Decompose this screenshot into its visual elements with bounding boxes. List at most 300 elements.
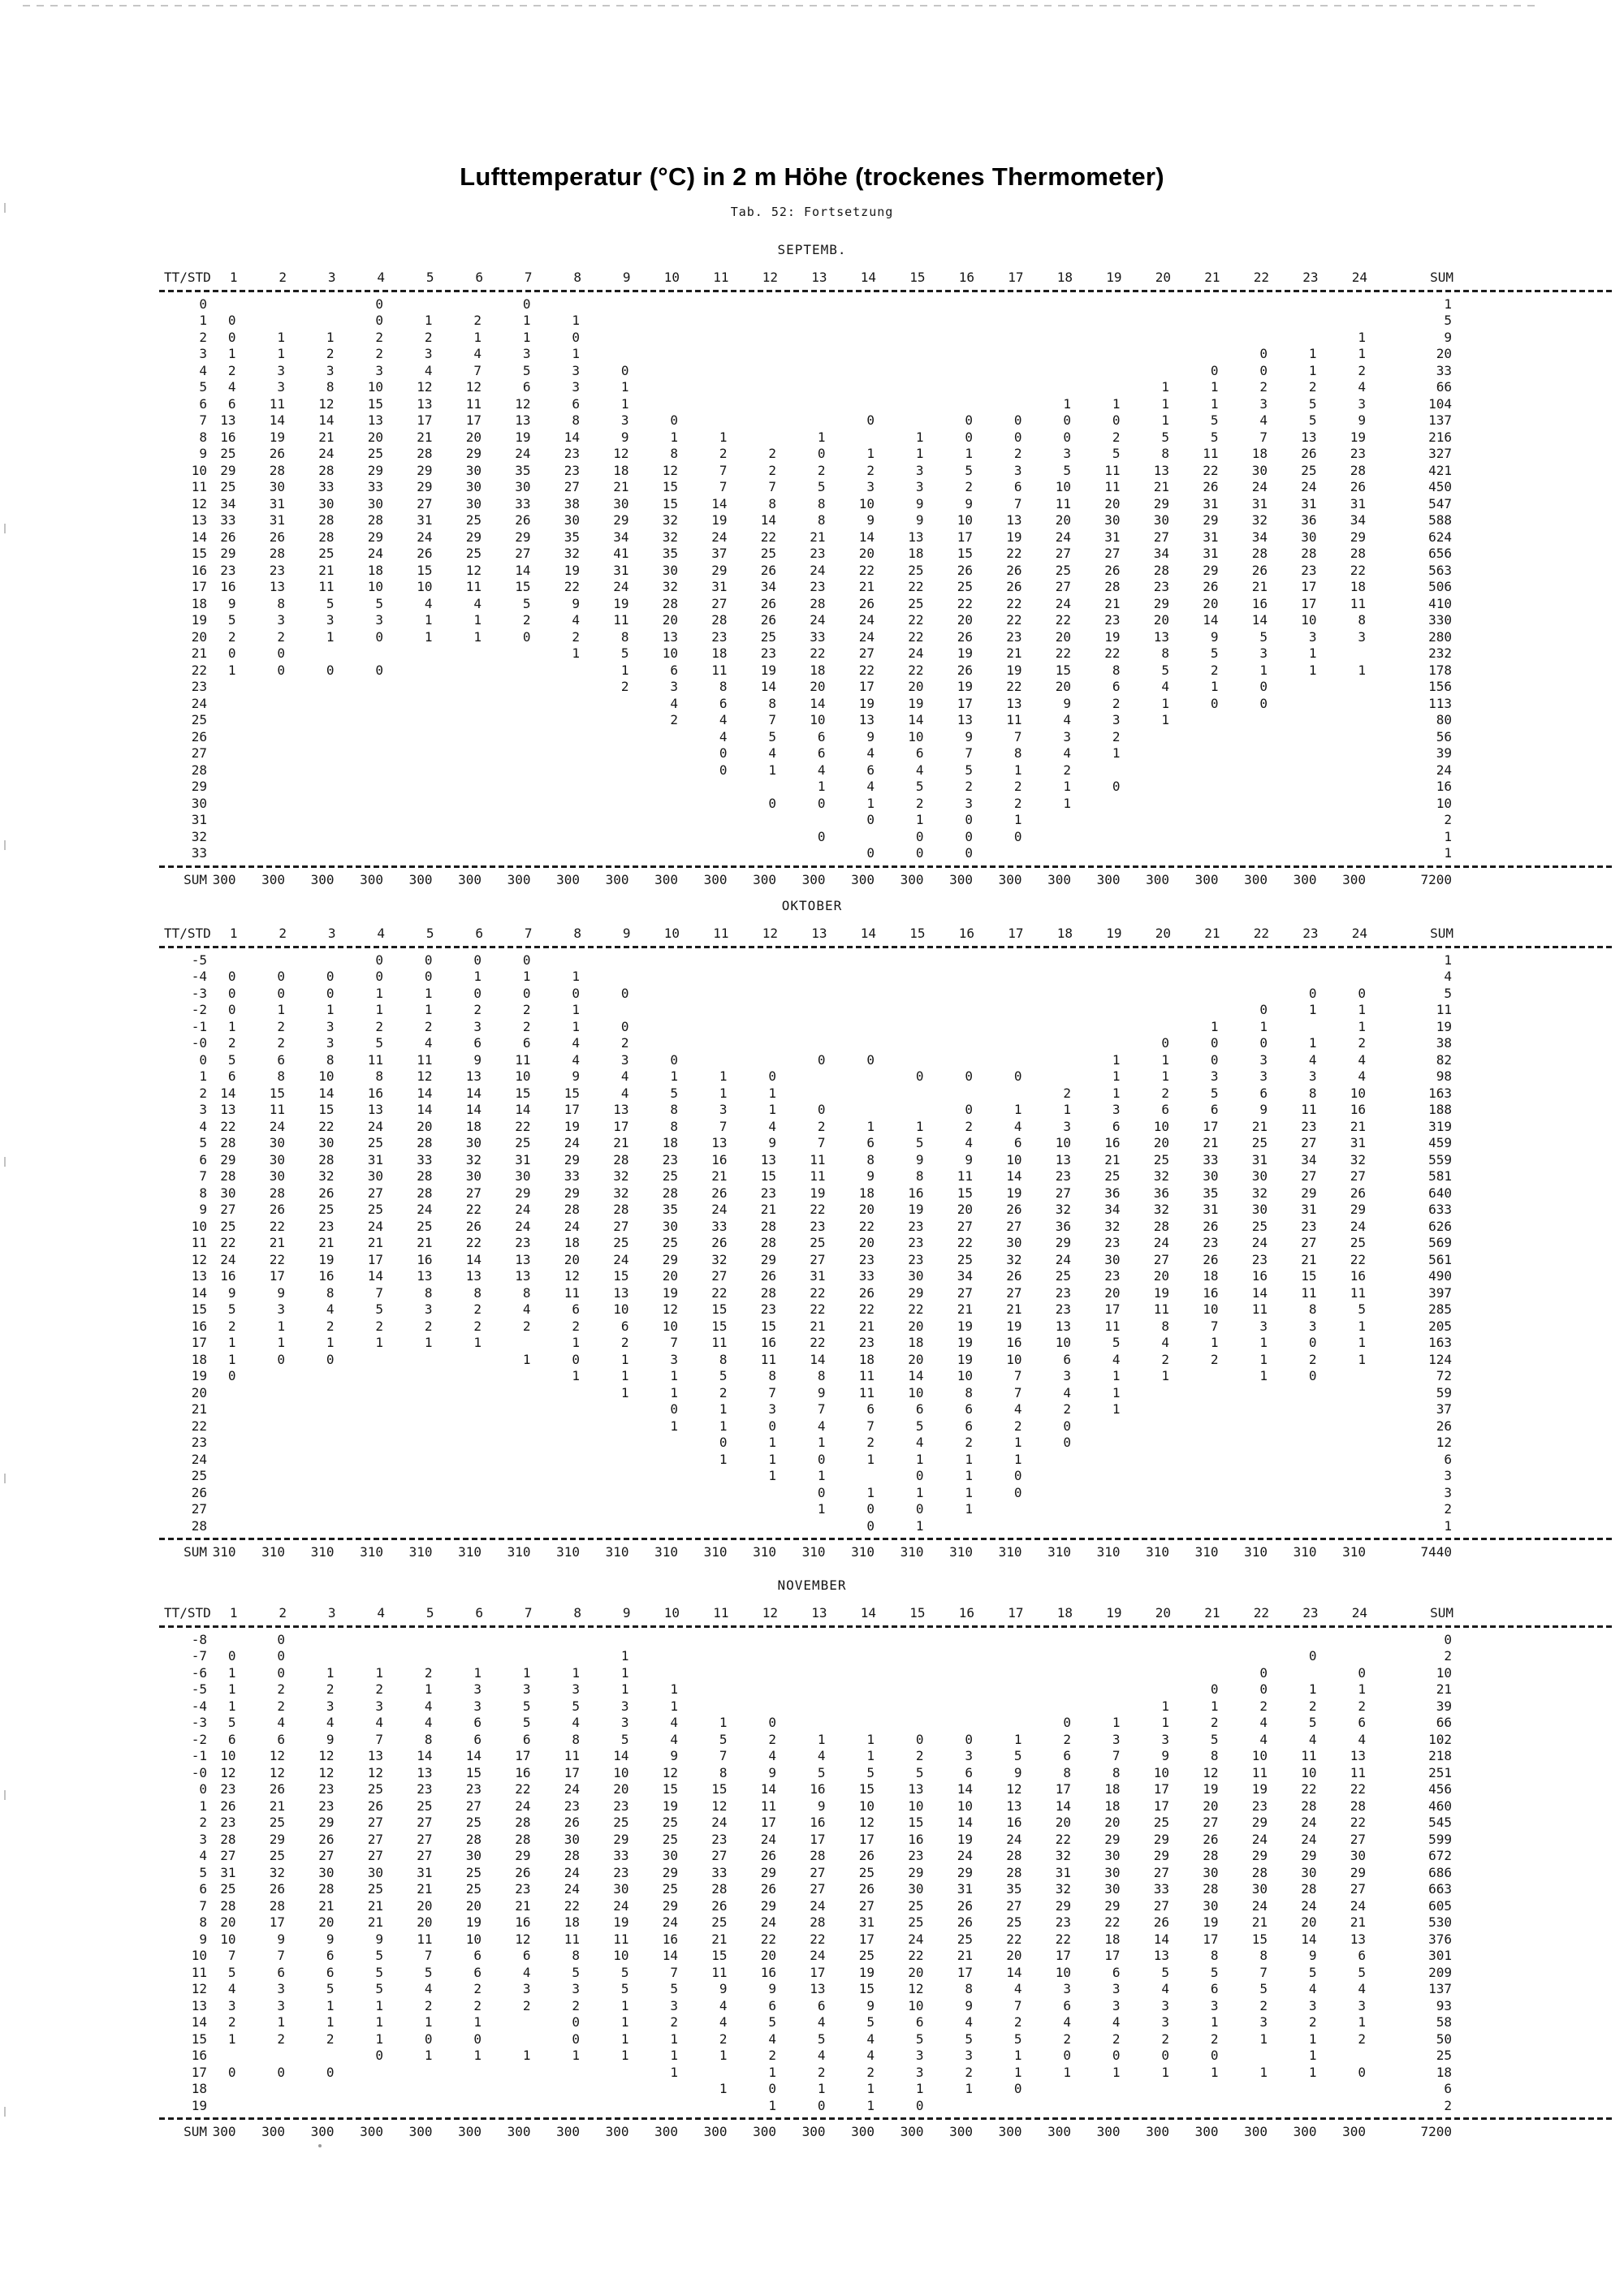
data-cell: 30 (564, 512, 580, 528)
data-cell: 2 (768, 1731, 776, 1747)
data-cell: 25 (662, 1235, 678, 1250)
data-cell (1022, 1665, 1072, 1682)
data-cell: 24 (1006, 1831, 1022, 1847)
data-cell: 9 (670, 1748, 678, 1763)
data-cell: 12 (220, 1764, 236, 1780)
data-cell: 23 (220, 562, 236, 578)
data-cell: 5 (522, 362, 531, 378)
table-row (162, 2098, 1465, 2115)
data-cell: 23 (858, 1335, 875, 1350)
data-cell: 1 (473, 628, 482, 645)
data-cell (875, 1698, 924, 1716)
data-cell: 8 (1161, 446, 1169, 461)
data-cell: 19 (957, 645, 973, 661)
data-cell (678, 379, 728, 396)
data-cell: 0 (1259, 362, 1268, 378)
sum-cell: 300 (261, 871, 285, 887)
data-cell: 23 (220, 1815, 236, 1830)
data-cell: 4 (768, 1118, 776, 1134)
data-cell (1317, 845, 1367, 862)
data-cell (383, 1418, 433, 1435)
sum-cell: 300 (753, 2124, 776, 2139)
data-cell (678, 1468, 728, 1485)
data-cell (531, 2098, 581, 2115)
data-cell (482, 1632, 531, 1649)
data-cell: 24 (515, 1218, 531, 1234)
data-cell (433, 829, 482, 846)
month-label: OKTOBER (781, 898, 843, 913)
data-cell (285, 296, 335, 313)
column-header-hour: 16 (958, 270, 974, 285)
data-cell (776, 363, 826, 380)
data-cell (433, 1632, 482, 1649)
data-cell: 5 (227, 1051, 236, 1068)
data-cell: 30 (908, 1268, 924, 1284)
row-sum: 98 (1436, 1068, 1452, 1084)
data-cell: 1 (1259, 2031, 1268, 2047)
data-cell (187, 1468, 236, 1485)
data-cell: 1 (572, 313, 580, 328)
data-cell: 9 (277, 1284, 285, 1301)
data-cell: 1 (670, 2064, 678, 2080)
sum-cell: 310 (1244, 1544, 1268, 1560)
data-cell: 5 (572, 1964, 580, 1980)
row-label: -1 (191, 1018, 207, 1034)
data-cell: 1 (1308, 2031, 1317, 2047)
data-cell: 2 (473, 1318, 482, 1334)
data-cell: 12 (1006, 1781, 1022, 1797)
data-cell: 32 (465, 1151, 482, 1167)
table-row (162, 1748, 1465, 1765)
data-cell: 22 (220, 1118, 236, 1134)
data-cell (629, 812, 679, 829)
data-cell (678, 1665, 728, 1682)
data-cell: 27 (1055, 579, 1071, 594)
data-cell: 0 (522, 296, 531, 312)
data-cell: 3 (670, 1997, 678, 2013)
data-cell: 5 (1210, 645, 1219, 661)
data-cell (1219, 712, 1268, 729)
data-cell: 4 (277, 1715, 285, 1730)
data-cell (285, 1368, 335, 1385)
data-cell: 2 (473, 1002, 482, 1017)
data-cell: 29 (515, 529, 531, 545)
data-cell (335, 1485, 384, 1502)
data-cell: 23 (1301, 1218, 1317, 1234)
data-cell (1071, 952, 1121, 969)
sum-cell: 310 (654, 1544, 678, 1560)
data-cell: 14 (465, 1085, 482, 1101)
data-cell: 20 (1055, 628, 1071, 645)
data-cell: 19 (318, 1251, 335, 1267)
data-cell: 17 (1153, 1781, 1169, 1797)
data-cell: 2 (473, 1997, 482, 2013)
data-cell (776, 1035, 826, 1052)
table-row (162, 1068, 1465, 1085)
data-cell: 3 (277, 1997, 285, 2013)
data-cell (236, 1435, 286, 1452)
row-label: 12 (191, 1251, 207, 1267)
data-cell: 1 (620, 1351, 629, 1367)
sum-cell: 300 (654, 2124, 678, 2139)
data-cell: 16 (1251, 1268, 1268, 1284)
data-cell: 5 (375, 1948, 383, 1963)
data-cell (629, 313, 679, 330)
data-cell (383, 812, 433, 829)
data-cell: 1 (620, 395, 629, 412)
data-cell: 24 (711, 1815, 728, 1830)
data-cell: 1 (915, 1118, 924, 1134)
data-cell (482, 2014, 531, 2031)
data-cell (826, 1002, 875, 1019)
data-cell (678, 412, 728, 429)
data-cell: 28 (1350, 462, 1366, 478)
data-cell: 21 (1104, 595, 1121, 611)
data-cell: 3 (522, 346, 531, 361)
table-row (162, 346, 1465, 363)
data-cell: 1 (1161, 712, 1169, 727)
data-cell: 28 (269, 1897, 285, 1914)
data-cell (629, 1518, 679, 1535)
data-cell: 8 (1308, 1085, 1317, 1101)
data-cell: 7 (768, 479, 776, 494)
data-cell (383, 1452, 433, 1469)
data-cell: 11 (417, 1931, 433, 1947)
row-sum: 397 (1428, 1284, 1452, 1301)
data-cell (531, 1435, 581, 1452)
data-cell: 18 (711, 645, 728, 661)
data-cell: 6 (965, 1764, 973, 1780)
data-cell: 5 (1259, 1981, 1268, 1996)
data-cell: 24 (515, 1202, 531, 1217)
data-cell: 3 (1063, 1368, 1071, 1383)
data-cell (728, 1501, 777, 1518)
data-cell: 4 (719, 712, 728, 727)
data-cell (678, 829, 728, 846)
data-cell: 28 (318, 512, 335, 528)
data-cell (433, 1435, 482, 1452)
data-cell: 1 (719, 2048, 728, 2063)
data-cell: 6 (1112, 1964, 1121, 1980)
data-cell: 23 (1104, 1268, 1121, 1284)
data-cell: 17 (1301, 579, 1317, 594)
row-label: 6 (199, 1151, 207, 1167)
table-row (162, 1501, 1465, 1518)
data-cell: 21 (858, 579, 875, 594)
data-cell: 34 (760, 579, 776, 594)
data-cell (776, 969, 826, 986)
data-cell (678, 1035, 728, 1052)
data-cell: 2 (277, 1698, 285, 1714)
september-table (162, 242, 1465, 888)
data-cell: 22 (908, 1948, 924, 1963)
row-sum: 640 (1428, 1185, 1452, 1201)
sum-cell: 300 (556, 871, 580, 887)
data-cell: 31 (1350, 1135, 1366, 1150)
data-cell: 0 (375, 952, 383, 968)
data-cell: 7 (719, 462, 728, 478)
table-row (162, 1385, 1465, 1402)
table-row (162, 1152, 1465, 1169)
row-label: 11 (191, 1235, 207, 1250)
table-row (162, 1252, 1465, 1269)
data-cell: 30 (1104, 1848, 1121, 1863)
data-cell: 1 (817, 2081, 826, 2096)
data-cell: 20 (417, 1914, 433, 1930)
sum-cell: 300 (703, 2124, 728, 2139)
data-cell: 18 (858, 1351, 875, 1367)
column-header-hour: 18 (1056, 926, 1073, 941)
data-cell: 6 (572, 395, 580, 412)
data-cell: 24 (564, 1781, 580, 1797)
data-cell: 24 (810, 1948, 826, 1963)
data-cell: 11 (1251, 1764, 1268, 1780)
data-cell: 19 (858, 1964, 875, 1980)
row-label: 16 (191, 562, 207, 578)
data-cell: 1 (277, 1318, 285, 1334)
data-cell (580, 952, 629, 969)
data-cell (678, 845, 728, 862)
data-cell: 5 (227, 1715, 236, 1730)
row-label: 30 (191, 795, 207, 811)
data-cell: 4 (1308, 1981, 1317, 1996)
data-cell (531, 1485, 581, 1502)
data-cell: 10 (810, 712, 826, 727)
data-cell: 9 (375, 1931, 383, 1947)
data-cell: 16 (1350, 1268, 1366, 1284)
row-label: 8 (199, 1185, 207, 1201)
data-cell: 7 (375, 1284, 383, 1301)
data-cell: 27 (1006, 1284, 1022, 1301)
row-label: 8 (199, 1914, 207, 1930)
data-cell: 20 (1104, 495, 1121, 511)
data-cell: 19 (1006, 529, 1022, 545)
data-cell: 4 (1358, 1981, 1366, 1996)
data-cell (531, 1501, 581, 1518)
data-cell: 1 (817, 1435, 826, 1450)
table-row (162, 629, 1465, 646)
data-cell: 7 (768, 712, 776, 727)
data-cell: 6 (522, 1948, 531, 1963)
data-cell: 1 (670, 2031, 678, 2047)
data-cell (1121, 1401, 1170, 1418)
row-sum: 21 (1436, 1681, 1452, 1697)
data-cell: 3 (620, 1715, 629, 1730)
data-cell: 5 (915, 2031, 924, 2047)
data-cell: 14 (417, 1748, 433, 1763)
data-cell (1121, 1385, 1170, 1402)
data-cell: 1 (1013, 812, 1022, 827)
data-cell: 36 (1055, 1218, 1071, 1234)
data-cell: 14 (1251, 1284, 1268, 1301)
data-cell: 3 (915, 2048, 924, 2063)
table-row (162, 612, 1465, 629)
data-cell (875, 1035, 924, 1052)
data-cell: 0 (817, 795, 826, 811)
data-cell (482, 1335, 531, 1352)
data-cell: 30 (1006, 1235, 1022, 1250)
data-cell: 6 (817, 745, 826, 761)
column-header-hour: 8 (573, 926, 581, 941)
data-cell (187, 2098, 236, 2115)
data-cell: 30 (1104, 512, 1121, 528)
data-cell: 12 (1203, 1764, 1219, 1780)
table-row (162, 2031, 1465, 2048)
data-cell: 14 (908, 1368, 924, 1383)
data-cell (1022, 379, 1072, 396)
data-cell: 2 (277, 628, 285, 645)
table-row (162, 1632, 1465, 1649)
data-cell: 20 (908, 1318, 924, 1334)
data-cell: 28 (613, 1202, 629, 1217)
data-cell: 2 (670, 712, 678, 727)
data-cell: 2 (620, 679, 629, 694)
data-cell: 11 (711, 662, 728, 678)
data-cell: 20 (1104, 1815, 1121, 1830)
data-cell (875, 1632, 924, 1649)
data-cell: 27 (711, 595, 728, 611)
data-cell (187, 729, 236, 746)
column-header-hour: 24 (1351, 1605, 1367, 1621)
data-cell: 4 (473, 346, 482, 361)
data-cell: 8 (1308, 1301, 1317, 1317)
data-cell (236, 829, 286, 846)
data-cell (973, 1648, 1022, 1665)
sum-cell: 310 (1096, 1544, 1121, 1560)
data-cell: 0 (375, 628, 383, 645)
data-cell: 24 (810, 1897, 826, 1914)
data-cell: 22 (269, 1218, 285, 1234)
data-cell: 28 (662, 1185, 678, 1201)
data-cell (236, 2081, 286, 2098)
data-cell (1169, 1368, 1219, 1385)
data-cell (728, 829, 777, 846)
data-cell (728, 1518, 777, 1535)
data-cell (335, 1648, 384, 1665)
data-cell: 0 (227, 1648, 236, 1664)
data-cell: 0 (1308, 1368, 1317, 1383)
data-cell (1268, 969, 1317, 986)
data-cell (1317, 1518, 1367, 1535)
sum-row-label: SUM (184, 871, 207, 887)
data-cell: 5 (915, 1764, 924, 1780)
data-cell (335, 1401, 384, 1418)
data-cell: 2 (375, 329, 383, 345)
data-cell: 28 (810, 1848, 826, 1863)
data-cell: 9 (915, 512, 924, 528)
data-cell: 14 (1055, 1798, 1071, 1814)
data-cell: 16 (515, 1914, 531, 1930)
data-cell (335, 1501, 384, 1518)
data-cell: 0 (1013, 412, 1022, 428)
data-cell (1268, 1385, 1317, 1402)
data-cell: 10 (908, 1798, 924, 1814)
data-cell: 1 (768, 1085, 776, 1101)
data-cell: 30 (662, 562, 678, 578)
data-cell: 19 (564, 1118, 580, 1134)
column-header-hour: 23 (1302, 270, 1319, 285)
row-sum: 9 (1444, 329, 1452, 345)
sum-row-label: SUM (184, 1544, 207, 1560)
data-cell: 5 (375, 1035, 383, 1051)
data-cell: 2 (1013, 795, 1022, 811)
data-cell: 10 (858, 495, 875, 511)
data-cell: 2 (473, 313, 482, 328)
table-row (162, 1998, 1465, 2015)
data-cell: 22 (269, 1251, 285, 1267)
column-header-hour: 8 (573, 1605, 581, 1621)
data-cell: 2 (1112, 2031, 1121, 2047)
data-cell: 24 (1350, 1897, 1366, 1914)
sum-cell: 310 (507, 1544, 531, 1560)
table-header-row (162, 1605, 1465, 1622)
data-cell (728, 1632, 777, 1649)
data-cell: 2 (572, 1997, 580, 2013)
data-cell: 1 (768, 1468, 776, 1483)
row-label: 6 (199, 395, 207, 412)
data-cell (236, 1452, 286, 1469)
table-row (162, 1452, 1465, 1469)
data-cell: 23 (515, 1881, 531, 1897)
data-cell (383, 762, 433, 779)
data-cell: 4 (1259, 1731, 1268, 1747)
data-cell: 0 (227, 1368, 236, 1383)
data-cell: 25 (760, 546, 776, 561)
data-cell: 6 (817, 728, 826, 744)
data-cell: 2 (817, 462, 826, 478)
row-sum: 1 (1444, 1517, 1452, 1534)
data-cell (1022, 952, 1072, 969)
sum-cell: 300 (1047, 2124, 1071, 2139)
data-cell (924, 969, 974, 986)
dashed-divider (159, 946, 1613, 948)
data-cell (1317, 696, 1367, 713)
data-cell (482, 696, 531, 713)
data-cell (924, 1648, 974, 1665)
data-cell: 25 (465, 512, 482, 528)
data-cell: 3 (277, 379, 285, 395)
data-cell (335, 2098, 384, 2115)
data-cell: 13 (662, 628, 678, 645)
data-cell (924, 1632, 974, 1649)
data-cell (1022, 1468, 1072, 1485)
data-cell: 22 (858, 562, 875, 578)
row-label: -8 (191, 1631, 207, 1647)
data-cell: 10 (465, 1931, 482, 1947)
data-cell: 0 (915, 828, 924, 844)
data-cell: 7 (719, 1118, 728, 1134)
data-cell: 33 (613, 1848, 629, 1863)
data-cell: 6 (1112, 679, 1121, 694)
data-cell (1121, 1485, 1170, 1502)
row-sum: 581 (1428, 1168, 1452, 1184)
data-cell: 13 (1006, 512, 1022, 528)
data-cell: 23 (1251, 1251, 1268, 1267)
data-cell (1169, 1418, 1219, 1435)
data-cell: 9 (1358, 412, 1366, 428)
data-cell: 1 (1112, 2064, 1121, 2080)
data-cell (728, 330, 777, 347)
data-cell: 22 (760, 1931, 776, 1947)
data-cell: 32 (318, 1168, 335, 1184)
data-cell: 25 (465, 1881, 482, 1897)
data-cell (580, 779, 629, 796)
data-cell (1022, 330, 1072, 347)
data-cell: 32 (1104, 1218, 1121, 1234)
data-cell: 3 (572, 379, 580, 395)
data-cell: 26 (367, 1798, 383, 1814)
data-cell (335, 729, 384, 746)
